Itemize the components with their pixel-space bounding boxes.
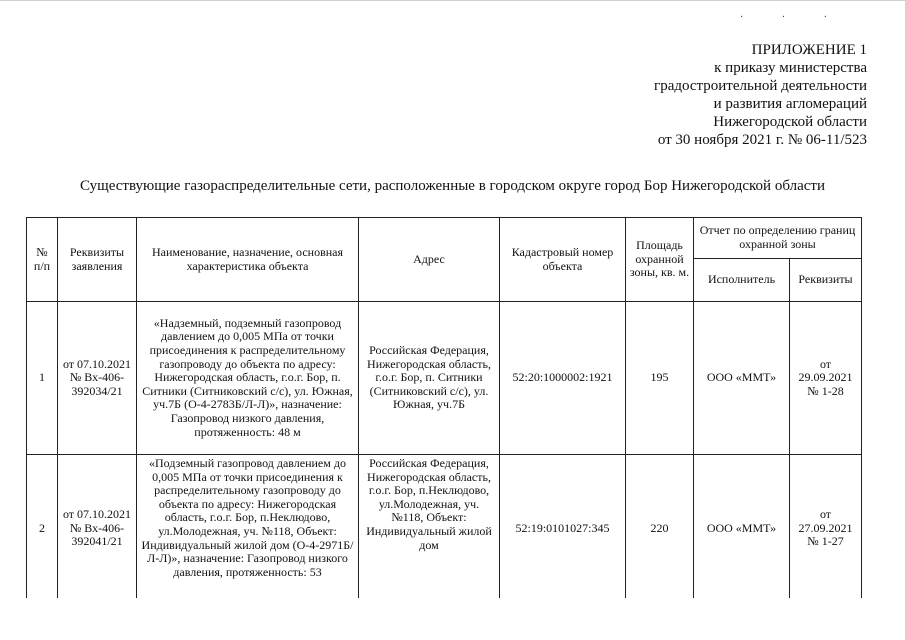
cell-application: от 07.10.2021 № Вх-406-392034/21 bbox=[58, 302, 137, 455]
cell-zone-area: 195 bbox=[626, 302, 694, 455]
cell-num: 2 bbox=[27, 455, 58, 602]
scan-artifact-dots: · · · bbox=[740, 12, 845, 23]
header-executor: Исполнитель bbox=[694, 259, 790, 302]
cell-cadastral-number: 52:20:1000002:1921 bbox=[500, 302, 626, 455]
cell-num: 1 bbox=[27, 302, 58, 455]
document-title: Существующие газораспределительные сети, расположенные в городском округе город Бор Нижегородской области bbox=[80, 178, 825, 194]
appendix-line: Нижегородской области bbox=[713, 114, 867, 130]
appendix-line: ПРИЛОЖЕНИЕ 1 bbox=[751, 42, 867, 58]
header-num: № п/п bbox=[27, 218, 58, 302]
scan-top-edge bbox=[0, 0, 905, 1]
appendix-line: и развития агломераций bbox=[713, 96, 867, 112]
appendix-line: от 30 ноября 2021 г. № 06-11/523 bbox=[657, 132, 867, 148]
cell-executor: ООО «ММТ» bbox=[694, 302, 790, 455]
header-report: Отчет по определению границ охранной зоны bbox=[694, 218, 862, 259]
table-row bbox=[27, 455, 862, 602]
appendix-header bbox=[507, 41, 867, 149]
table-row bbox=[27, 302, 862, 455]
cell-executor: ООО «ММТ» bbox=[694, 455, 790, 602]
cell-report-details: от 29.09.2021 № 1-28 bbox=[790, 302, 862, 455]
header-report-details: Реквизиты bbox=[790, 259, 862, 302]
cell-object-name: «Надземный, подземный газопровод давлением до 0,005 МПа от точки присоединения к распределительному газопроводу до объекта по адресу: Нижегородская область, г.о.г. Бор, п. Ситники (Ситниковский с/с), ул. Южная, уч.7Б (О-4-2783Б/Л-Л)», назначение: Газопровод низкого давления, протяженность: 48 м bbox=[137, 302, 359, 455]
header-object-name: Наименование, назначение, основная характеристика объекта bbox=[137, 218, 359, 302]
cell-zone-area: 220 bbox=[626, 455, 694, 602]
gas-networks-table bbox=[26, 217, 862, 602]
appendix-line: к приказу министерства bbox=[714, 60, 867, 76]
appendix-line: градостроительной деятельности bbox=[654, 78, 867, 94]
cell-address: Российская Федерация, Нижегородская область, г.о.г. Бор, п.Неклюдово, ул.Молодежная, уч. №118, Объект: Индивидуальный жилой дом bbox=[359, 455, 500, 602]
header-zone-area: Площадь охранной зоны, кв. м. bbox=[626, 218, 694, 302]
page-bottom-margin bbox=[0, 598, 905, 640]
cell-cadastral-number: 52:19:0101027:345 bbox=[500, 455, 626, 602]
header-address: Адрес bbox=[359, 218, 500, 302]
header-application-details: Реквизиты заявления bbox=[58, 218, 137, 302]
cell-report-details: от 27.09.2021 № 1-27 bbox=[790, 455, 862, 602]
cell-address: Российская Федерация, Нижегородская область, г.о.г. Бор, п. Ситники (Ситниковский с/с), ул. Южная, уч.7Б bbox=[359, 302, 500, 455]
cell-application: от 07.10.2021 № Вх-406-392041/21 bbox=[58, 455, 137, 602]
header-cadastral-number: Кадастровый номер объекта bbox=[500, 218, 626, 302]
cell-object-name: «Подземный газопровод давлением до 0,005 МПа от точки присоединения к распределительному газопроводу до объекта по адресу: Нижегородская область, г.о.г. Бор, п.Неклюдово, ул.Молодежная, уч. №118, Объект: Индивидуальный жилой дом (О-4-2971Б/Л-Л)», назначение: Газопровод низкого давления, протяженность: 53 bbox=[137, 455, 359, 602]
table-header-row bbox=[27, 218, 862, 259]
